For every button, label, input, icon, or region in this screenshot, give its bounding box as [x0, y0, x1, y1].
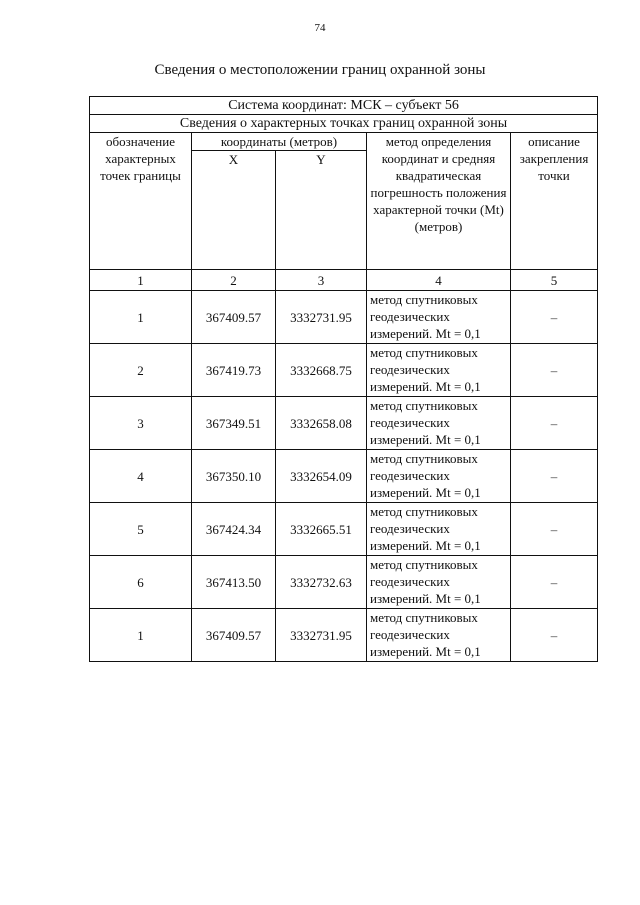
- y-cell: 3332731.95: [276, 609, 367, 662]
- method-cell: метод спутниковых геодезических измерений. Mt = 0,1: [367, 503, 511, 556]
- description-cell: –: [511, 291, 598, 344]
- y-cell: 3332731.95: [276, 291, 367, 344]
- description-cell: –: [511, 397, 598, 450]
- x-cell: 367424.34: [192, 503, 276, 556]
- header-point-designation: обозначение характерных точек границы: [90, 133, 192, 270]
- method-cell: метод спутниковых геодезических измерений. Mt = 0,1: [367, 291, 511, 344]
- point-cell: 3: [90, 397, 192, 450]
- x-cell: 367409.57: [192, 291, 276, 344]
- description-cell: –: [511, 450, 598, 503]
- header-x: X: [192, 151, 276, 270]
- document-title: Сведения о местоположении границ охранной зоны: [154, 62, 486, 78]
- table-row: [90, 344, 598, 397]
- column-number: 1: [90, 270, 192, 291]
- point-cell: 1: [90, 609, 192, 662]
- x-cell: 367413.50: [192, 556, 276, 609]
- column-number: 5: [511, 270, 598, 291]
- table-row: [90, 397, 598, 450]
- description-cell: –: [511, 556, 598, 609]
- table-row: [90, 503, 598, 556]
- column-number-row: [90, 270, 598, 291]
- method-cell: метод спутниковых геодезических измерений. Mt = 0,1: [367, 450, 511, 503]
- column-number: 4: [367, 270, 511, 291]
- point-cell: 4: [90, 450, 192, 503]
- column-number: 2: [192, 270, 276, 291]
- x-cell: 367350.10: [192, 450, 276, 503]
- y-cell: 3332658.08: [276, 397, 367, 450]
- point-cell: 6: [90, 556, 192, 609]
- boundary-points-table: [89, 96, 598, 662]
- characteristic-points-title: Сведения о характерных точках границ охранной зоны: [90, 115, 598, 133]
- page-number: 74: [314, 22, 326, 34]
- description-cell: –: [511, 344, 598, 397]
- method-cell: метод спутниковых геодезических измерений. Mt = 0,1: [367, 344, 511, 397]
- table-row: [90, 450, 598, 503]
- header-y: Y: [276, 151, 367, 270]
- table-row: [90, 609, 598, 662]
- column-number: 3: [276, 270, 367, 291]
- y-cell: 3332654.09: [276, 450, 367, 503]
- coordinate-system-title: Система координат: МСК – субъект 56: [90, 97, 598, 115]
- y-cell: 3332732.63: [276, 556, 367, 609]
- point-cell: 2: [90, 344, 192, 397]
- description-cell: –: [511, 503, 598, 556]
- method-cell: метод спутниковых геодезических измерений. Mt = 0,1: [367, 556, 511, 609]
- table-row: [90, 556, 598, 609]
- y-cell: 3332665.51: [276, 503, 367, 556]
- y-cell: 3332668.75: [276, 344, 367, 397]
- x-cell: 367409.57: [192, 609, 276, 662]
- x-cell: 367349.51: [192, 397, 276, 450]
- description-cell: –: [511, 609, 598, 662]
- header-coordinates: координаты (метров): [192, 133, 367, 151]
- system-title-row: [90, 97, 598, 115]
- header-method: метод определения координат и средняя квадратическая погрешность положения характерной точки (Mt) (метров): [367, 133, 511, 270]
- method-cell: метод спутниковых геодезических измерений. Mt = 0,1: [367, 609, 511, 662]
- header-fixing-description: описание закрепления точки: [511, 133, 598, 270]
- points-title-row: [90, 115, 598, 133]
- method-cell: метод спутниковых геодезических измерений. Mt = 0,1: [367, 397, 511, 450]
- point-cell: 1: [90, 291, 192, 344]
- header-row: [90, 133, 598, 151]
- table-row: [90, 291, 598, 344]
- x-cell: 367419.73: [192, 344, 276, 397]
- point-cell: 5: [90, 503, 192, 556]
